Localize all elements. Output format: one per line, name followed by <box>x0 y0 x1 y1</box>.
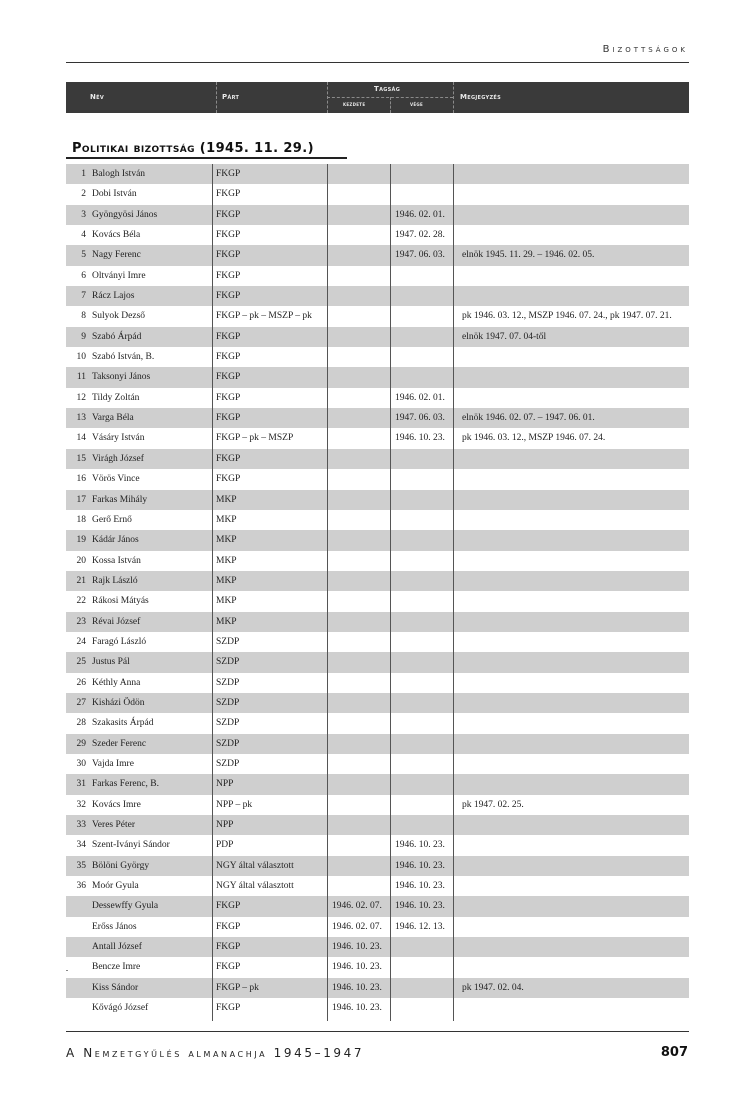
member-name-cell: Varga Béla <box>92 413 134 424</box>
table-row <box>66 449 689 469</box>
row-number-cell: 21 <box>76 575 86 586</box>
member-name-cell: Nagy Ferenc <box>92 250 141 261</box>
member-name-cell: Kovács Imre <box>92 799 141 810</box>
member-name-cell: Vörös Vince <box>92 474 140 485</box>
member-name-cell: Révai József <box>92 616 141 627</box>
party-cell: FKGP <box>216 352 241 363</box>
membership-start-cell: 1946. 02. 07. <box>332 901 382 912</box>
member-name-cell: Tildy Zoltán <box>92 392 140 403</box>
header-divider <box>453 82 454 113</box>
member-name-cell: Faragó László <box>92 636 147 647</box>
row-number-cell: 1 <box>81 169 86 179</box>
table-row <box>66 530 689 550</box>
membership-start-cell: 1946. 02. 07. <box>332 921 382 932</box>
row-number-cell: 31 <box>76 779 86 790</box>
party-cell: MKP <box>216 555 237 566</box>
party-cell: SZDP <box>216 636 240 647</box>
table-row <box>66 774 689 794</box>
column-divider-party <box>212 164 213 1021</box>
party-cell: SZDP <box>216 718 240 729</box>
row-number-cell: 2 <box>81 189 86 200</box>
table-row <box>66 469 689 489</box>
membership-end-cell: 1947. 02. 28. <box>395 230 445 241</box>
membership-start-cell: 1946. 10. 23. <box>332 982 382 993</box>
member-name-cell: Szent-Iványi Sándor <box>92 840 170 851</box>
member-name-cell: Farkas Ferenc, B. <box>92 779 160 790</box>
row-number-cell: 36 <box>76 881 86 892</box>
table-row <box>66 184 689 204</box>
member-name-cell: Veres Péter <box>92 820 135 830</box>
table-row <box>66 652 689 672</box>
party-cell: MKP <box>216 596 237 607</box>
member-name-cell: Szakasits Árpád <box>92 718 154 729</box>
party-cell: SZDP <box>216 758 240 769</box>
row-number-cell: 3 <box>81 209 86 220</box>
page-number: 807 <box>660 1045 688 1060</box>
row-number-cell <box>66 917 86 937</box>
row-number-cell: 4 <box>81 230 86 241</box>
column-header-name: Név <box>90 93 105 101</box>
membership-end-cell: 1946. 10. 23. <box>395 840 445 851</box>
member-name-cell: Vásáry István <box>92 433 145 444</box>
table-row <box>66 245 689 265</box>
column-header-end: vége <box>410 101 424 108</box>
row-number-cell: 10 <box>76 352 86 363</box>
row-number-cell: 34 <box>76 840 86 851</box>
table-row <box>66 957 689 977</box>
member-name-cell: Virágh József <box>92 453 144 464</box>
row-number-cell: 9 <box>81 331 86 342</box>
party-cell: FKGP <box>216 189 241 200</box>
member-name-cell: Kéthly Anna <box>92 677 141 688</box>
party-cell: MKP <box>216 575 237 586</box>
member-name-cell: Gyöngyösi János <box>92 209 158 220</box>
party-cell: NGY által választott <box>216 860 294 871</box>
committee-table <box>66 164 689 1018</box>
party-cell: FKGP – pk <box>216 982 259 993</box>
table-row <box>66 408 689 428</box>
table-row <box>66 591 689 611</box>
party-cell: FKGP <box>216 291 241 302</box>
column-header-note: Megjegyzés <box>460 93 502 101</box>
row-number-cell: 11 <box>76 372 86 383</box>
member-name-cell: Kisházi Ödön <box>92 697 145 708</box>
member-name-cell: Kádár János <box>92 535 139 546</box>
row-number-cell: 13 <box>76 413 86 424</box>
member-name-cell: Taksonyi János <box>92 372 151 383</box>
column-header-party: Párt <box>222 93 240 101</box>
row-number-cell: 14 <box>76 433 86 444</box>
row-number-cell: 19 <box>76 535 86 546</box>
row-number-cell: 12 <box>76 392 86 403</box>
row-number-cell: 24 <box>76 636 86 647</box>
member-name-cell: Farkas Mihály <box>92 494 148 505</box>
membership-end-cell: 1946. 10. 23. <box>395 860 445 871</box>
table-row <box>66 937 689 957</box>
party-cell: FKGP <box>216 331 241 342</box>
table-row <box>66 815 689 835</box>
row-number-cell: 8 <box>81 311 86 322</box>
member-name-cell: Moór Gyula <box>92 881 139 892</box>
table-row <box>66 693 689 713</box>
table-row <box>66 510 689 530</box>
table-row <box>66 978 689 998</box>
section-rule <box>66 157 347 159</box>
row-number-cell: 25 <box>76 657 86 668</box>
membership-end-cell: 1946. 10. 23. <box>395 901 445 912</box>
row-number-cell: 32 <box>76 799 86 810</box>
membership-end-cell: 1947. 06. 03. <box>395 250 445 261</box>
scan-mark <box>66 970 68 971</box>
table-row <box>66 327 689 347</box>
column-header-membership: Tagság <box>374 85 401 93</box>
party-cell: FKGP <box>216 1003 241 1014</box>
row-number-cell: 7 <box>81 291 86 302</box>
membership-end-cell: 1946. 10. 23. <box>395 881 445 892</box>
member-name-cell: Dobi István <box>92 189 137 200</box>
row-number-cell <box>66 937 86 957</box>
table-row <box>66 286 689 306</box>
row-number-cell: 26 <box>76 677 86 688</box>
member-name-cell: Bencze Imre <box>92 962 141 973</box>
member-name-cell: Dessewffy Gyula <box>92 901 159 912</box>
membership-end-cell: 1946. 12. 13. <box>395 921 445 932</box>
member-name-cell: Bölöni György <box>92 860 150 871</box>
bottom-rule <box>66 1031 689 1032</box>
party-cell: SZDP <box>216 677 240 688</box>
member-name-cell: Sulyok Dezső <box>92 311 146 322</box>
table-row <box>66 205 689 225</box>
table-row <box>66 795 689 815</box>
row-number-cell: 27 <box>76 697 86 708</box>
note-cell: pk 1946. 03. 12., MSZP 1946. 07. 24., pk 1947. 07. 21. <box>462 311 672 322</box>
member-name-cell: Szabó István, B. <box>92 352 155 363</box>
membership-end-cell: 1946. 10. 23. <box>395 433 445 444</box>
table-row <box>66 917 689 937</box>
row-number-cell: 15 <box>76 453 86 464</box>
table-row <box>66 367 689 387</box>
member-name-cell: Szeder Ferenc <box>92 738 147 749</box>
row-number-cell: 22 <box>76 596 86 607</box>
table-row <box>66 754 689 774</box>
note-cell: elnök 1945. 11. 29. – 1946. 02. 05. <box>462 250 595 261</box>
row-number-cell: 35 <box>76 860 86 871</box>
party-cell: FKGP <box>216 392 241 403</box>
table-row <box>66 856 689 876</box>
party-cell: MKP <box>216 514 237 525</box>
member-name-cell: Antall József <box>92 942 142 953</box>
column-header-start: kezdete <box>343 101 366 108</box>
column-divider-end <box>390 164 391 1021</box>
table-row <box>66 428 689 448</box>
party-cell: NPP <box>216 820 234 830</box>
section-title: Politikai bizottság (1945. 11. 29.) <box>72 141 314 156</box>
member-name-cell: Szabó Árpád <box>92 331 142 342</box>
footer-title: A Nemzetgyűlés almanachja 1945–1947 <box>66 1046 365 1060</box>
membership-end-cell: 1946. 02. 01. <box>395 392 445 403</box>
top-rule <box>66 62 689 63</box>
membership-start-cell: 1946. 10. 23. <box>332 942 382 953</box>
row-number-cell: 17 <box>76 494 86 505</box>
column-divider-note <box>453 164 454 1021</box>
table-row <box>66 266 689 286</box>
note-cell: pk 1946. 03. 12., MSZP 1946. 07. 24. <box>462 433 606 444</box>
row-number-cell: 18 <box>76 514 86 525</box>
party-cell: FKGP <box>216 901 241 912</box>
party-cell: FKGP <box>216 230 241 241</box>
membership-start-cell: 1946. 10. 23. <box>332 962 382 973</box>
table-row <box>66 551 689 571</box>
table-row <box>66 388 689 408</box>
party-cell: SZDP <box>216 657 240 668</box>
note-cell: elnök 1947. 07. 04-től <box>462 331 547 342</box>
table-row <box>66 876 689 896</box>
row-number-cell: 16 <box>76 474 86 485</box>
party-cell: FKGP – pk – MSZP <box>216 433 294 444</box>
party-cell: FKGP <box>216 270 241 281</box>
table-row <box>66 673 689 693</box>
table-row <box>66 164 689 184</box>
party-cell: FKGP <box>216 372 241 383</box>
party-cell: NPP – pk <box>216 799 253 810</box>
row-number-cell <box>66 896 86 916</box>
table-row <box>66 571 689 591</box>
party-cell: FKGP <box>216 962 241 973</box>
party-cell: FKGP <box>216 453 241 464</box>
party-cell: MKP <box>216 535 237 546</box>
note-cell: pk 1947. 02. 25. <box>462 799 524 810</box>
row-number-cell: 28 <box>76 718 86 729</box>
party-cell: FKGP <box>216 942 241 953</box>
member-name-cell: Rácz Lajos <box>92 291 135 302</box>
row-number-cell <box>66 978 86 998</box>
member-name-cell: Oltványi Imre <box>92 270 146 281</box>
party-cell: SZDP <box>216 738 240 749</box>
party-cell: FKGP <box>216 250 241 261</box>
row-number-cell <box>66 957 86 977</box>
party-cell: FKGP <box>216 921 241 932</box>
table-row <box>66 632 689 652</box>
row-number-cell <box>66 998 86 1018</box>
member-name-cell: Vajda Imre <box>92 758 134 769</box>
member-name-cell: Kővágó József <box>92 1003 149 1014</box>
membership-end-cell: 1947. 06. 03. <box>395 413 445 424</box>
running-head: Bizottságok <box>602 44 688 55</box>
member-name-cell: Kiss Sándor <box>92 982 139 993</box>
party-cell: FKGP <box>216 169 241 179</box>
table-row <box>66 835 689 855</box>
table-row <box>66 612 689 632</box>
row-number-cell: 23 <box>76 616 86 627</box>
header-divider <box>390 97 391 113</box>
table-row <box>66 347 689 367</box>
column-header-bar <box>66 82 689 113</box>
header-divider <box>216 82 217 113</box>
member-name-cell: Rajk László <box>92 575 138 586</box>
party-cell: NPP <box>216 779 234 790</box>
member-name-cell: Kovács Béla <box>92 230 141 241</box>
member-name-cell: Gerő Ernő <box>92 514 132 525</box>
row-number-cell: 33 <box>76 820 86 830</box>
table-row <box>66 713 689 733</box>
party-cell: FKGP <box>216 413 241 424</box>
member-name-cell: Rákosi Mátyás <box>92 596 149 607</box>
party-cell: FKGP – pk – MSZP – pk <box>216 311 312 322</box>
table-row <box>66 734 689 754</box>
member-name-cell: Kossa István <box>92 555 141 566</box>
column-divider-start <box>327 164 328 1021</box>
party-cell: MKP <box>216 494 237 505</box>
member-name-cell: Balogh István <box>92 169 146 179</box>
membership-end-cell: 1946. 02. 01. <box>395 209 445 220</box>
party-cell: NGY által választott <box>216 881 294 892</box>
party-cell: FKGP <box>216 474 241 485</box>
table-row <box>66 896 689 916</box>
table-row <box>66 306 689 326</box>
table-row <box>66 490 689 510</box>
table-row <box>66 225 689 245</box>
member-name-cell: Erőss János <box>92 921 137 932</box>
row-number-cell: 5 <box>81 250 86 261</box>
party-cell: SZDP <box>216 697 240 708</box>
member-name-cell: Justus Pál <box>92 657 130 668</box>
note-cell: elnök 1946. 02. 07. – 1947. 06. 01. <box>462 413 595 424</box>
note-cell: pk 1947. 02. 04. <box>462 982 524 993</box>
table-row <box>66 998 689 1018</box>
row-number-cell: 20 <box>76 555 86 566</box>
membership-start-cell: 1946. 10. 23. <box>332 1003 382 1014</box>
row-number-cell: 29 <box>76 738 86 749</box>
row-number-cell: 6 <box>81 270 86 281</box>
party-cell: PDP <box>216 840 234 851</box>
party-cell: MKP <box>216 616 237 627</box>
party-cell: FKGP <box>216 209 241 220</box>
row-number-cell: 30 <box>76 758 86 769</box>
